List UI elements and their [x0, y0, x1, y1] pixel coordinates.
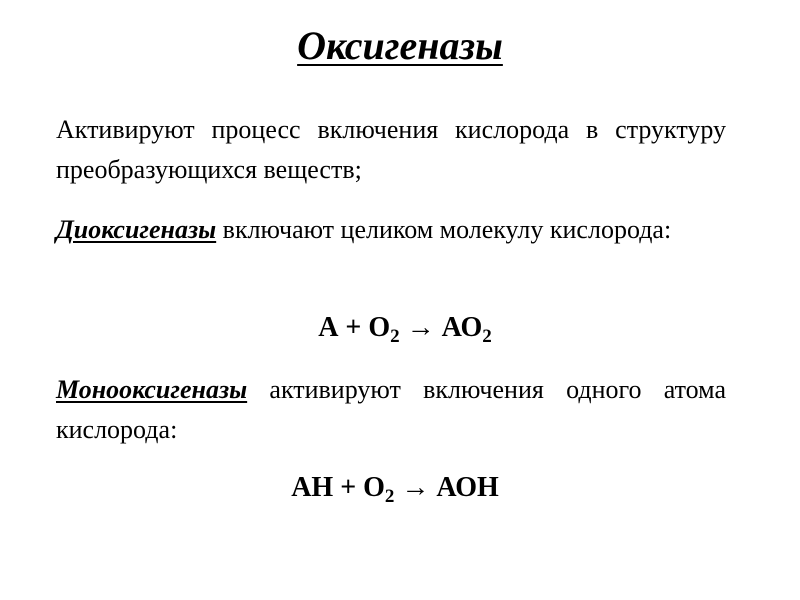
intro-paragraph: [56, 110, 726, 190]
monooxygenases-paragraph: [56, 370, 726, 450]
eq2-right: АОН: [436, 472, 499, 503]
eq1-left: А + О: [318, 312, 391, 343]
eq2-left: АН + О: [291, 472, 385, 503]
slide-title: Оксигеназы: [297, 23, 503, 68]
intro-text: Активируют процесс включения кислорода в структуру преобразующихся веществ;: [56, 115, 726, 184]
monooxygenases-term: Монооксигеназы: [56, 375, 248, 404]
eq1-right: АО: [441, 312, 483, 343]
equation-monooxygenase: [0, 472, 800, 507]
eq1-sub2: 2: [482, 326, 492, 347]
dioxygenases-text: включают целиком молекулу кислорода:: [216, 215, 672, 244]
eq1-sub1: 2: [390, 326, 400, 347]
eq1-arrow: →: [399, 312, 442, 343]
equation-dioxygenase: [0, 312, 800, 347]
dioxygenases-paragraph: [56, 210, 726, 250]
dioxygenases-term: Диоксигеназы: [56, 215, 217, 244]
monooxygenases-text: активируют включения одного атома кислорода:: [56, 375, 726, 444]
eq2-sub1: 2: [384, 486, 395, 507]
eq2-arrow: →: [394, 472, 437, 503]
